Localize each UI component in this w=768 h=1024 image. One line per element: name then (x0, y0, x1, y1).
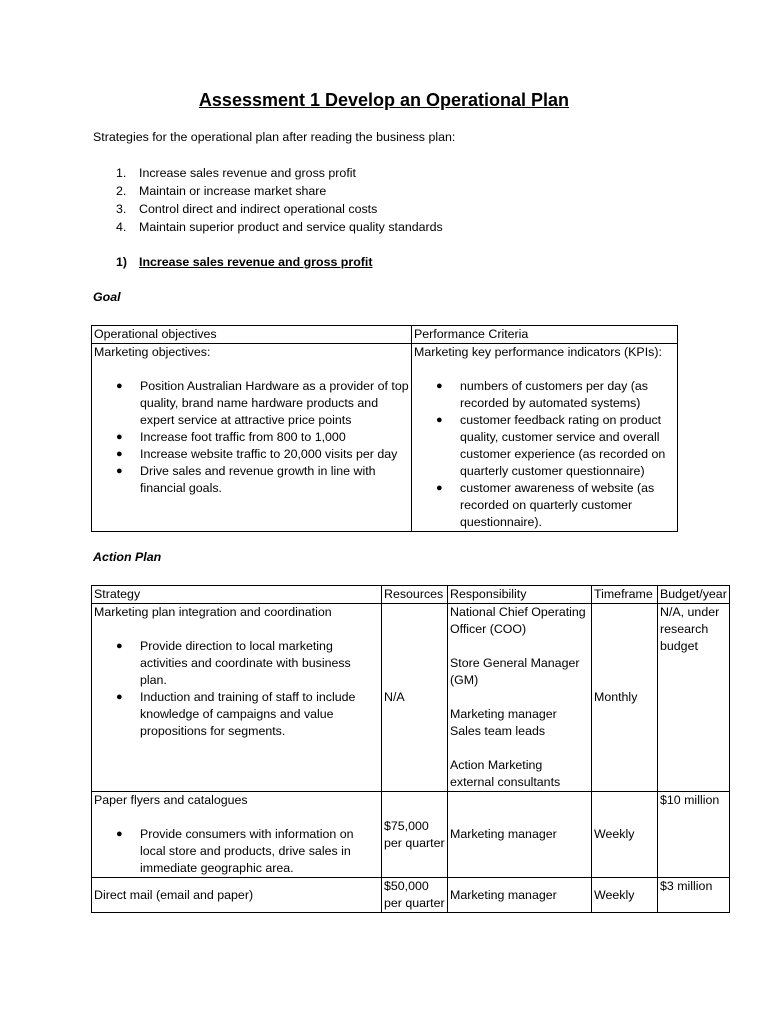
timeframe-cell: Monthly (592, 604, 658, 792)
list-text: Control direct and indirect operational costs (139, 202, 378, 216)
responsibility-item: Marketing manager Sales team leads (450, 707, 557, 738)
column-header: Strategy (92, 586, 382, 604)
column-header: Responsibility (448, 586, 592, 604)
responsibility-cell: Marketing manager (448, 878, 592, 913)
strategy-list (116, 164, 443, 236)
list-item: ● customer feedback rating on product quality, customer service and overall customer experience (as recorded on quarterly customer questionnaire) (414, 412, 675, 480)
list-number: 2. (116, 184, 127, 198)
document-title: Assessment 1 Develop an Operational Plan (198, 90, 570, 110)
criteria-title: Marketing key performance indicators (KPIs): (414, 345, 662, 359)
responsibility-item: Store General Manager (GM) (450, 656, 580, 687)
section-heading (116, 254, 372, 271)
objectives-list (94, 378, 409, 497)
budget-cell: $3 million (658, 878, 730, 913)
budget-cell: $10 million (658, 792, 730, 878)
table-header-row (92, 326, 678, 344)
list-item: ● customer awareness of website (as recorded on quarterly customer questionnaire). (414, 480, 675, 531)
table-header-row (92, 586, 730, 604)
list-item: ● Increase foot traffic from 800 to 1,000 (94, 429, 409, 446)
responsibility-item: National Chief Operating Officer (COO) (450, 605, 586, 636)
list-item: ● Provide consumers with information on local store and products, drive sales in immediate geographic area. (94, 826, 379, 877)
list-item: ● Drive sales and revenue growth in line with financial goals. (94, 463, 409, 497)
column-header: Resources (382, 586, 448, 604)
strategy-title: Marketing plan integration and coordination (94, 605, 332, 619)
budget-cell: N/A, under research budget (658, 604, 730, 792)
list-item: ● Position Australian Hardware as a provider of top quality, brand name hardware products and expert service at attractive price points (94, 378, 409, 429)
action-plan-label: Action Plan (93, 550, 162, 564)
column-header: Operational objectives (92, 326, 412, 344)
goal-label: Goal (93, 290, 121, 304)
list-item: ● Induction and training of staff to include knowledge of campaigns and value propositions for segments. (94, 689, 379, 740)
table-row (92, 792, 730, 878)
list-number: 3. (116, 202, 127, 216)
criteria-list (414, 378, 675, 531)
responsibility-item: Action Marketing external consultants (450, 758, 561, 789)
objectives-cell (92, 344, 412, 532)
strategy-title: Paper flyers and catalogues (94, 793, 248, 807)
list-item: ● Provide direction to local marketing activities and coordinate with business plan. (94, 638, 379, 689)
list-item (116, 164, 443, 182)
action-plan-table (91, 585, 730, 913)
timeframe-cell: Weekly (592, 792, 658, 878)
list-text: Maintain superior product and service quality standards (139, 220, 443, 234)
list-item: ● numbers of customers per day (as recorded by automated systems) (414, 378, 675, 412)
timeframe-cell: Weekly (592, 878, 658, 913)
list-item (116, 182, 443, 200)
table-row (92, 344, 678, 532)
criteria-cell (412, 344, 678, 532)
goal-table (91, 325, 678, 532)
table-row (92, 604, 730, 792)
table-row (92, 878, 730, 913)
responsibility-cell (448, 604, 592, 792)
list-number: 1. (116, 166, 127, 180)
responsibility-cell: Marketing manager (448, 792, 592, 878)
list-text: Increase sales revenue and gross profit (139, 166, 356, 180)
column-header: Budget/year (658, 586, 730, 604)
resources-cell: $75,000 per quarter (382, 792, 448, 878)
column-header: Timeframe (592, 586, 658, 604)
list-item (116, 218, 443, 236)
intro-text: Strategies for the operational plan after reading the business plan: (93, 130, 456, 144)
objectives-title: Marketing objectives: (94, 345, 211, 359)
strategy-cell: Direct mail (email and paper) (92, 878, 382, 913)
list-item: ● Increase website traffic to 20,000 visits per day (94, 446, 409, 463)
strategy-bullets (94, 826, 379, 877)
strategy-cell (92, 792, 382, 878)
strategy-cell (92, 604, 382, 792)
list-item (116, 200, 443, 218)
list-number: 4. (116, 220, 127, 234)
section-number: 1) (116, 255, 128, 269)
resources-cell: $50,000 per quarter (382, 878, 448, 913)
strategy-bullets (94, 638, 379, 740)
list-text: Maintain or increase market share (139, 184, 327, 198)
resources-cell: N/A (382, 604, 448, 792)
section-title: Increase sales revenue and gross profit (139, 255, 373, 269)
column-header: Performance Criteria (412, 326, 678, 344)
